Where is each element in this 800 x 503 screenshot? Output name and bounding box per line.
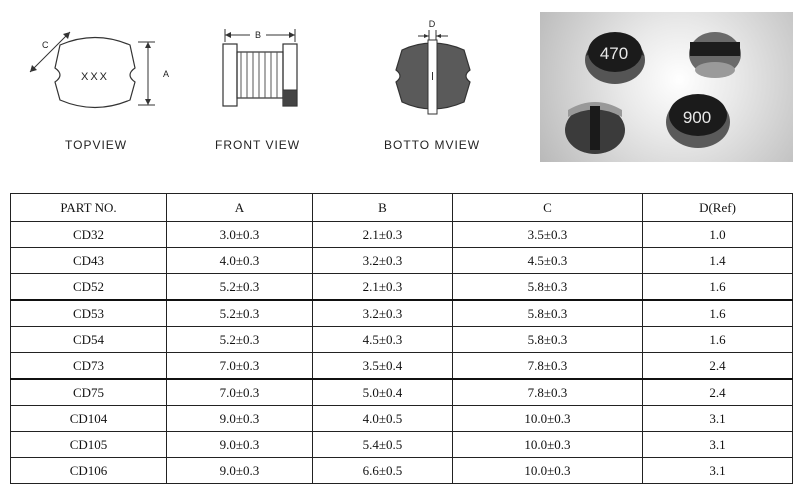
- cell-c: 3.5±0.3: [453, 222, 643, 248]
- header-d-ref: D(Ref): [643, 194, 793, 222]
- cell-part-no: CD106: [11, 458, 167, 484]
- cell-c: 5.8±0.3: [453, 300, 643, 327]
- top-view-marking: XXX: [80, 71, 110, 83]
- cell-d-ref: 2.4: [643, 379, 793, 406]
- table-row: [11, 248, 793, 274]
- cell-a: 5.2±0.3: [167, 327, 313, 353]
- top-view-dim-a: A: [163, 69, 170, 79]
- cell-part-no: CD54: [11, 327, 167, 353]
- cell-c: 10.0±0.3: [453, 406, 643, 432]
- cell-part-no: CD32: [11, 222, 167, 248]
- cell-c: 5.8±0.3: [453, 274, 643, 301]
- cell-a: 7.0±0.3: [167, 353, 313, 380]
- cell-part-no: CD105: [11, 432, 167, 458]
- cell-a: 5.2±0.3: [167, 274, 313, 301]
- photo-label-1: 470: [599, 44, 629, 63]
- cell-d-ref: 2.4: [643, 353, 793, 380]
- cell-d-ref: 1.6: [643, 300, 793, 327]
- cell-b: 3.5±0.4: [313, 353, 453, 380]
- cell-d-ref: 3.1: [643, 458, 793, 484]
- cell-d-ref: 1.0: [643, 222, 793, 248]
- front-view-caption: FRONT VIEW: [215, 138, 301, 152]
- header-c: C: [453, 194, 643, 222]
- cell-a: 9.0±0.3: [167, 432, 313, 458]
- cell-c: 5.8±0.3: [453, 327, 643, 353]
- bottom-view-caption: BOTTO MVIEW: [384, 138, 481, 152]
- cell-b: 4.5±0.3: [313, 327, 453, 353]
- cell-b: 2.1±0.3: [313, 222, 453, 248]
- cell-d-ref: 1.4: [643, 248, 793, 274]
- cell-part-no: CD53: [11, 300, 167, 327]
- table-row: [11, 432, 793, 458]
- drawings-panel: [0, 0, 800, 190]
- cell-b: 3.2±0.3: [313, 248, 453, 274]
- cell-c: 10.0±0.3: [453, 458, 643, 484]
- table-row: [11, 327, 793, 353]
- cell-a: 7.0±0.3: [167, 379, 313, 406]
- table-row: [11, 379, 793, 406]
- cell-a: 5.2±0.3: [167, 300, 313, 327]
- cell-d-ref: 3.1: [643, 406, 793, 432]
- cell-c: 10.0±0.3: [453, 432, 643, 458]
- cell-c: 7.8±0.3: [453, 353, 643, 380]
- cell-d-ref: 3.1: [643, 432, 793, 458]
- cell-c: 4.5±0.3: [453, 248, 643, 274]
- top-view-caption: TOPVIEW: [65, 138, 128, 152]
- table-row: [11, 222, 793, 248]
- header-part-no: PART NO.: [11, 194, 167, 222]
- product-photo: [540, 12, 793, 162]
- header-a: A: [167, 194, 313, 222]
- inductor-photo-graphic: [540, 12, 793, 162]
- cell-part-no: CD75: [11, 379, 167, 406]
- cell-a: 9.0±0.3: [167, 406, 313, 432]
- table-row: [11, 406, 793, 432]
- table-row: [11, 353, 793, 380]
- cell-a: 3.0±0.3: [167, 222, 313, 248]
- cell-part-no: CD52: [11, 274, 167, 301]
- table-row: [11, 458, 793, 484]
- bottom-view-drawing: [380, 18, 490, 122]
- cell-b: 4.0±0.5: [313, 406, 453, 432]
- cell-part-no: CD73: [11, 353, 167, 380]
- cell-a: 4.0±0.3: [167, 248, 313, 274]
- cell-d-ref: 1.6: [643, 327, 793, 353]
- top-view-dim-c: C: [42, 40, 49, 50]
- cell-b: 3.2±0.3: [313, 300, 453, 327]
- cell-part-no: CD104: [11, 406, 167, 432]
- front-view-drawing: [205, 20, 315, 120]
- front-view-dim-b: B: [254, 30, 262, 40]
- cell-b: 5.0±0.4: [313, 379, 453, 406]
- photo-label-2: 900: [682, 108, 712, 127]
- cell-a: 9.0±0.3: [167, 458, 313, 484]
- cell-d-ref: 1.6: [643, 274, 793, 301]
- table-row: [11, 300, 793, 327]
- specifications-table: [10, 193, 793, 484]
- header-b: B: [313, 194, 453, 222]
- cell-b: 5.4±0.5: [313, 432, 453, 458]
- table-row: [11, 274, 793, 301]
- table-header-row: [11, 194, 793, 222]
- cell-b: 2.1±0.3: [313, 274, 453, 301]
- cell-b: 6.6±0.5: [313, 458, 453, 484]
- cell-part-no: CD43: [11, 248, 167, 274]
- bottom-view-dim-d: D: [428, 19, 436, 29]
- top-view-drawing: [20, 20, 170, 120]
- cell-c: 7.8±0.3: [453, 379, 643, 406]
